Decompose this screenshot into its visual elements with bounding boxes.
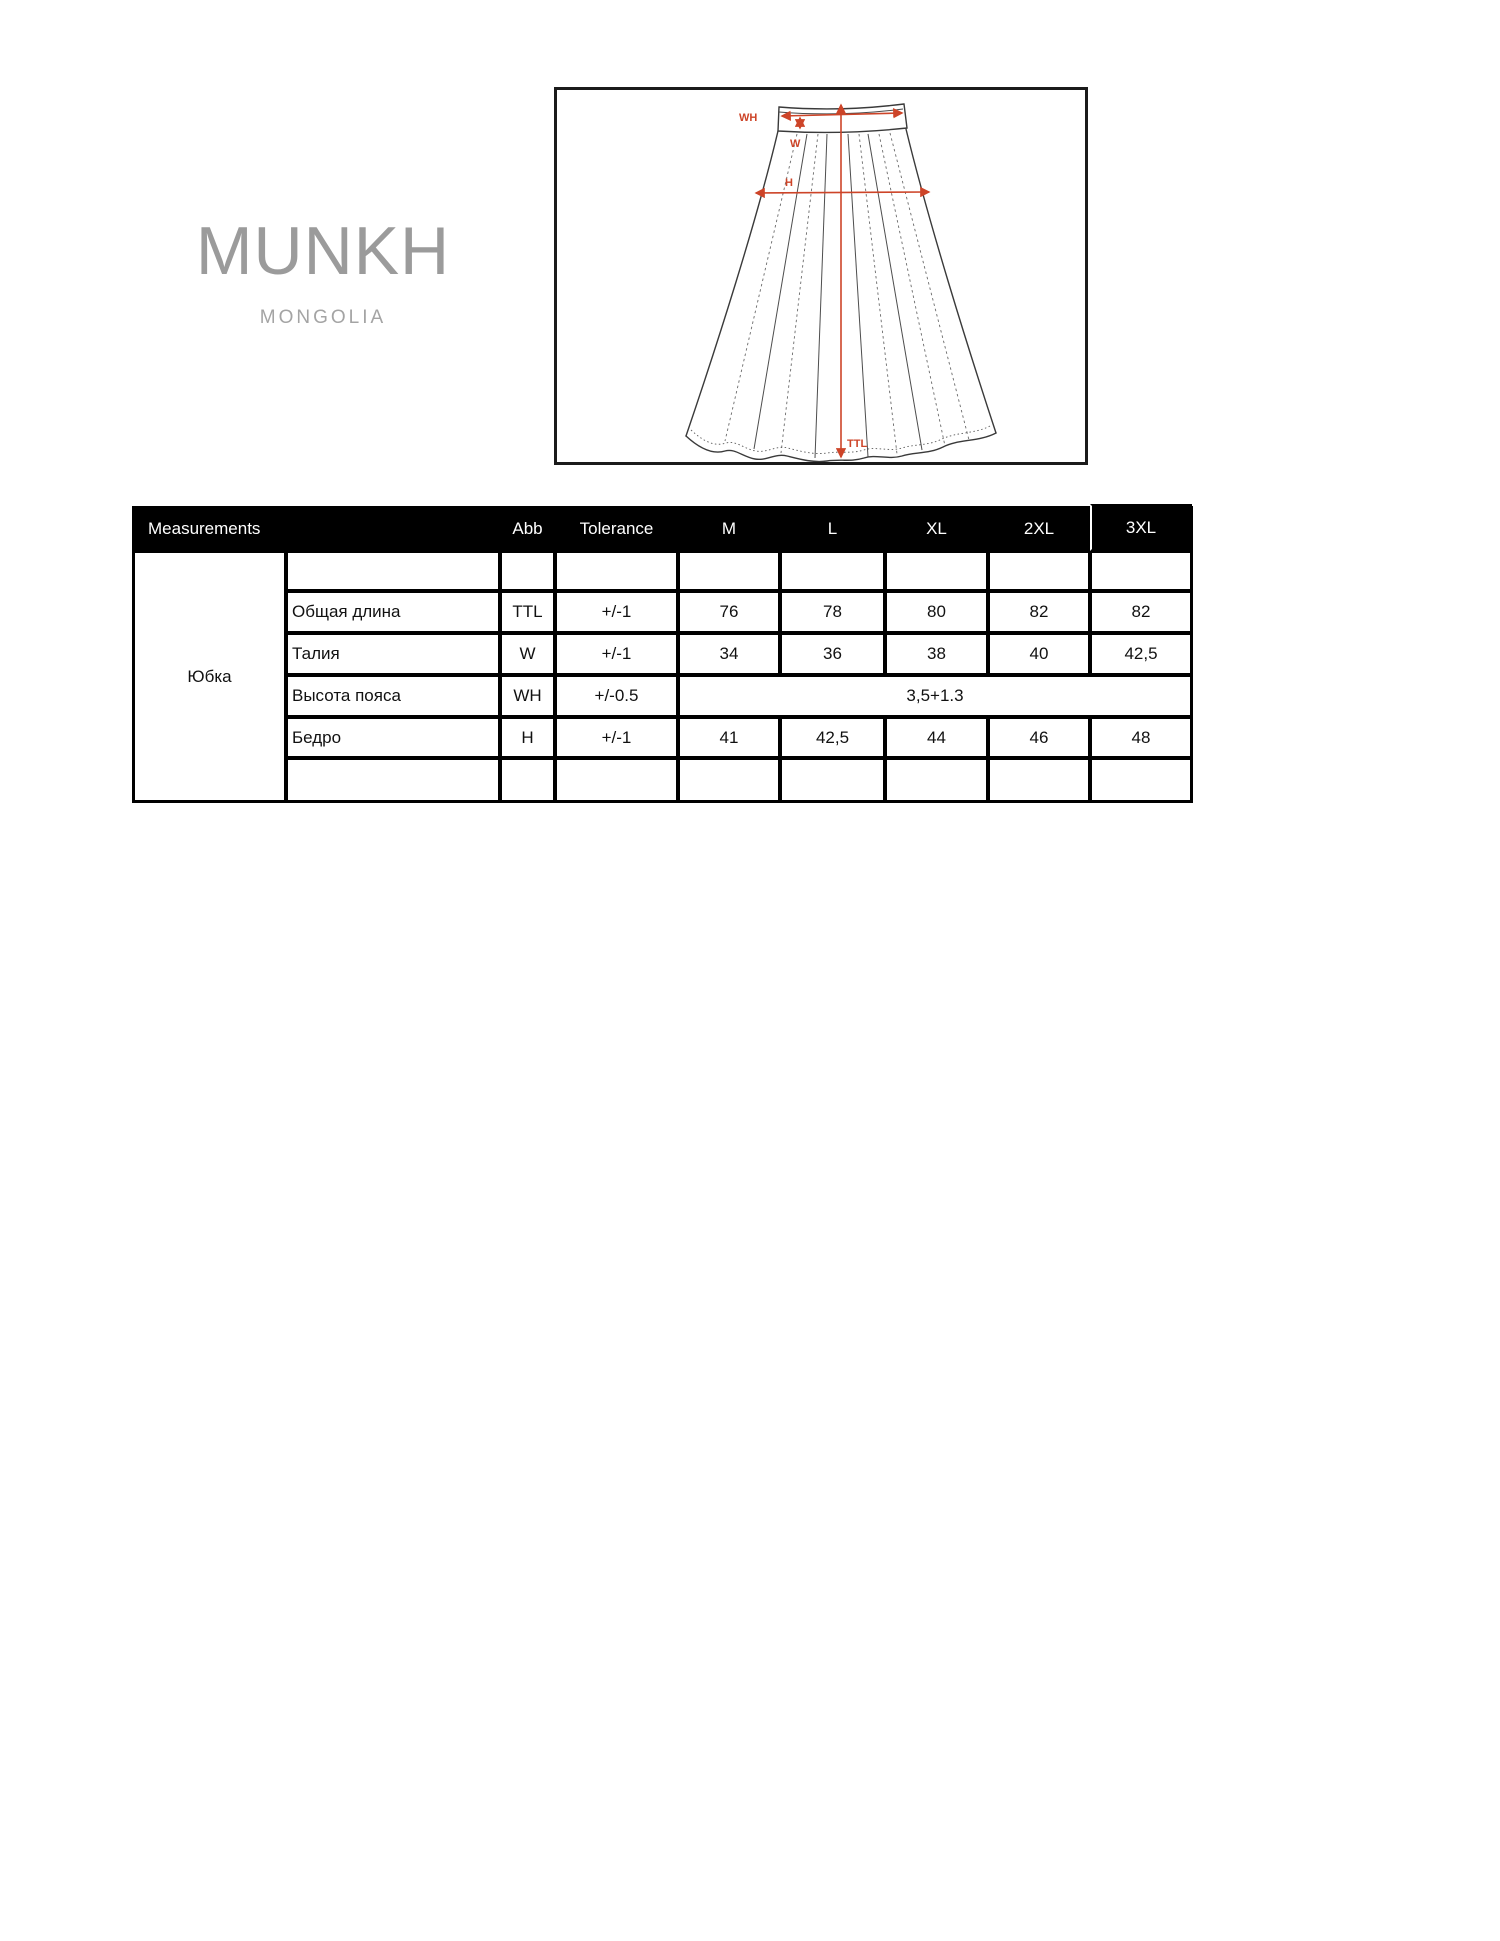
- value-cell: 82: [988, 591, 1090, 633]
- row-hip-tolerance: +/-1: [555, 717, 678, 758]
- value-cell: 38: [885, 633, 988, 675]
- value-cell: 34: [678, 633, 780, 675]
- empty-cell: [555, 551, 678, 591]
- label-ttl: TTL: [847, 438, 868, 450]
- empty-cell: [780, 551, 885, 591]
- row-total-length-abb: TTL: [500, 591, 555, 633]
- category-cell: Юбка: [133, 551, 286, 802]
- empty-cell: [1090, 758, 1192, 802]
- value-cell: 76: [678, 591, 780, 633]
- empty-cell: [678, 551, 780, 591]
- merged-value-cell: 3,5+1.3: [678, 675, 1192, 717]
- value-cell: 80: [885, 591, 988, 633]
- col-header-size-2xl: 2XL: [988, 507, 1090, 551]
- col-header-size-l: L: [780, 507, 885, 551]
- value-cell: 42,5: [780, 717, 885, 758]
- empty-cell: [780, 758, 885, 802]
- col-header-tolerance: Tolerance: [555, 507, 678, 551]
- col-header-size-3xl: 3XL: [1090, 504, 1192, 551]
- brand-subtitle: MONGOLIA: [259, 307, 387, 328]
- empty-cell: [885, 758, 988, 802]
- waistband: [778, 104, 907, 132]
- hip-arrow: [756, 192, 929, 193]
- empty-cell: [500, 551, 555, 591]
- row-waistband-height-tolerance: +/-0.5: [555, 675, 678, 717]
- row-waist-abb: W: [500, 633, 555, 675]
- empty-cell: [286, 758, 500, 802]
- brand-logo: [150, 213, 496, 328]
- value-cell: 44: [885, 717, 988, 758]
- row-total-length-tolerance: +/-1: [555, 591, 678, 633]
- empty-cell: [988, 551, 1090, 591]
- value-cell: 46: [988, 717, 1090, 758]
- empty-cell: [678, 758, 780, 802]
- empty-cell: [555, 758, 678, 802]
- label-w: W: [790, 138, 801, 150]
- garment-diagram-box: [554, 87, 1088, 465]
- empty-cell: [500, 758, 555, 802]
- empty-cell: [286, 551, 500, 591]
- value-cell: 42,5: [1090, 633, 1192, 675]
- col-header-size-xl: XL: [885, 507, 988, 551]
- label-h: H: [785, 177, 793, 189]
- empty-cell: [1090, 551, 1192, 591]
- value-cell: 82: [1090, 591, 1192, 633]
- brand-name: MUNKH: [195, 213, 451, 289]
- row-waistband-height-name: Высота пояса: [286, 675, 500, 717]
- value-cell: 78: [780, 591, 885, 633]
- col-header-measurements: Measurements: [133, 507, 500, 551]
- empty-cell: [885, 551, 988, 591]
- row-total-length-name: Общая длина: [286, 591, 500, 633]
- row-waist-tolerance: +/-1: [555, 633, 678, 675]
- value-cell: 36: [780, 633, 885, 675]
- col-header-abb: Abb: [500, 507, 555, 551]
- value-cell: 40: [988, 633, 1090, 675]
- empty-cell: [988, 758, 1090, 802]
- measurements-table: [133, 507, 1192, 802]
- col-header-size-m: M: [678, 507, 780, 551]
- row-waist-name: Талия: [286, 633, 500, 675]
- value-cell: 48: [1090, 717, 1192, 758]
- value-cell: 41: [678, 717, 780, 758]
- row-waistband-height-abb: WH: [500, 675, 555, 717]
- row-hip-abb: H: [500, 717, 555, 758]
- label-wh: WH: [739, 112, 758, 124]
- row-hip-name: Бедро: [286, 717, 500, 758]
- skirt-technical-drawing: [557, 90, 1085, 462]
